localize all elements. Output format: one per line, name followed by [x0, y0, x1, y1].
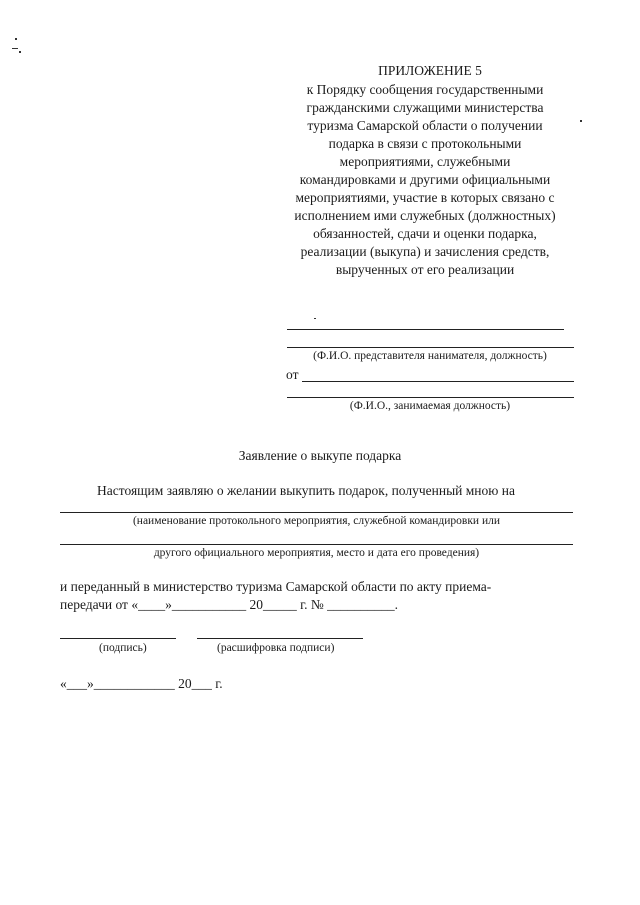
event-caption: (наименование протокольного мероприятия, служебной командировки или	[132, 515, 501, 527]
signature-line	[60, 638, 176, 639]
event-caption: другого официального мероприятия, место и дата его проведения)	[153, 547, 480, 559]
appendix-line: туризма Самарской области о получении	[307, 118, 543, 133]
appendix-line: мероприятиями, служебными	[339, 154, 511, 169]
sender-name-line	[302, 381, 574, 382]
scan-speck	[12, 48, 18, 49]
transfer-text: и переданный в министерство туризма Самарской области по акту приема-	[60, 579, 492, 594]
employer-name-line	[287, 329, 564, 330]
transfer-act-details: передачи от «____»___________ 20_____ г. № __________.	[60, 597, 398, 612]
employer-position-line	[287, 347, 574, 348]
scan-speck	[314, 318, 316, 319]
employer-caption: (Ф.И.О. представителя нанимателя, должность)	[313, 350, 547, 362]
scan-speck	[15, 38, 17, 40]
from-label: от	[286, 367, 299, 382]
appendix-line: вырученных от его реализации	[335, 262, 515, 277]
sender-caption: (Ф.И.О., занимаемая должность)	[349, 400, 511, 412]
signature-date: «___»____________ 20___ г.	[60, 676, 223, 691]
appendix-line: гражданскими служащими министерства	[306, 100, 544, 115]
event-details-line	[60, 544, 573, 545]
appendix-line: реализации (выкупа) и зачисления средств,	[300, 244, 550, 259]
decoding-caption: (расшифровка подписи)	[217, 642, 335, 654]
scan-speck	[19, 51, 21, 53]
signature-caption: (подпись)	[99, 642, 147, 654]
appendix-line: к Порядку сообщения государственными	[306, 82, 544, 97]
appendix-line: обязанностей, сдачи и оценки подарка,	[313, 226, 537, 241]
sender-position-line	[287, 397, 574, 398]
appendix-line: мероприятиями, участие в которых связано с	[295, 190, 555, 205]
appendix-line: исполнением ими служебных (должностных)	[294, 208, 556, 223]
statement-intro: Настоящим заявляю о желании выкупить подарок, полученный мною на	[97, 483, 515, 498]
appendix-title: ПРИЛОЖЕНИЕ 5	[378, 63, 482, 78]
statement-title: Заявление о выкупе подарка	[238, 448, 402, 463]
event-name-line	[60, 512, 573, 513]
appendix-line: подарка в связи с протокольными	[328, 136, 522, 151]
appendix-line: командировками и другими официальными	[299, 172, 551, 187]
signature-decoding-line	[197, 638, 363, 639]
